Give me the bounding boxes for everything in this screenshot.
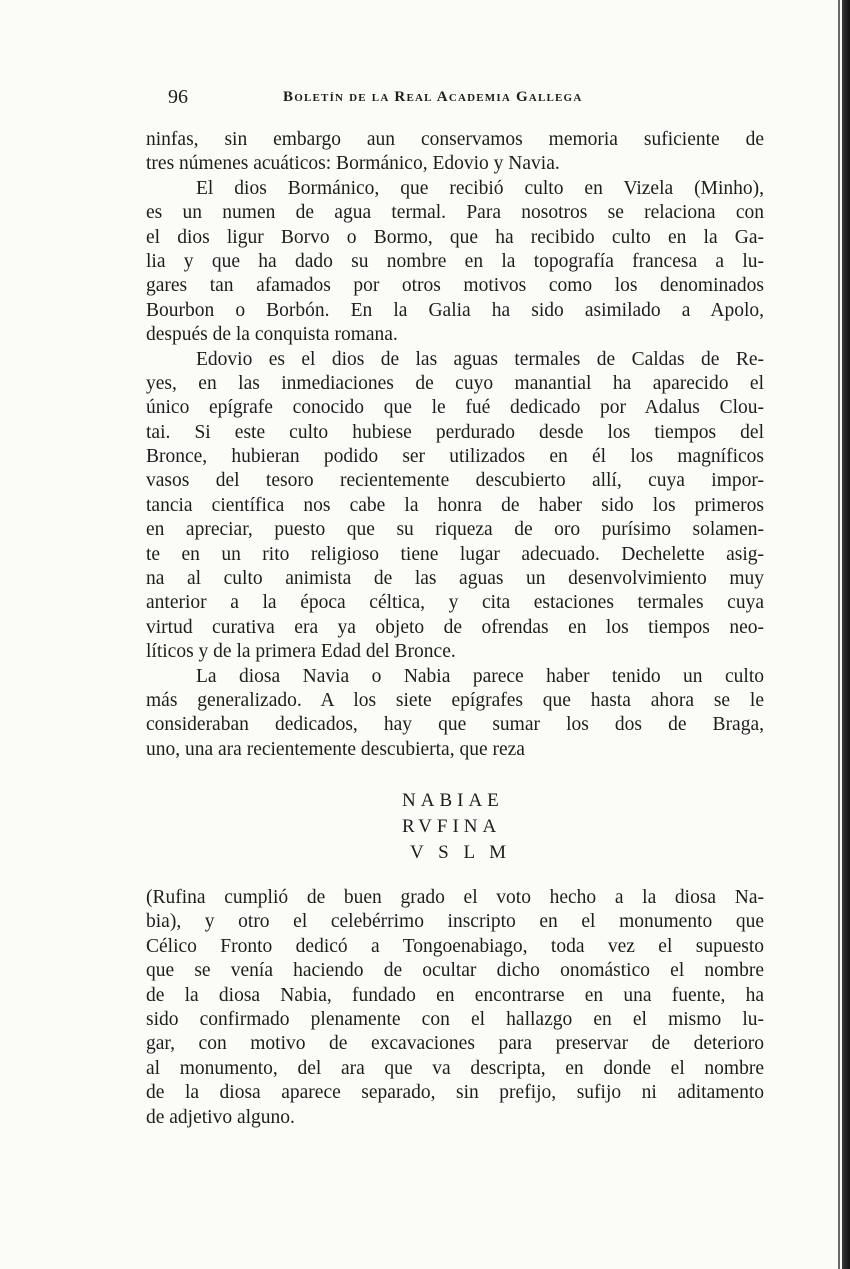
text-line: que se venía haciendo de ocultar dicho onomástico el nombre bbox=[146, 960, 764, 982]
text-line: tres númenes acuáticos: Bormánico, Edovio y Navia. bbox=[146, 153, 560, 175]
text-line: na al culto animista de las aguas un desenvolvimiento muy bbox=[146, 568, 764, 590]
text-line: de la diosa aparece separado, sin prefijo, sufijo ni aditamento bbox=[146, 1082, 764, 1104]
text-line: lia y que ha dado su nombre en la topografía francesa a lu- bbox=[146, 250, 764, 272]
text-line: yes, en las inmediaciones de cuyo manantial ha aparecido el bbox=[146, 372, 764, 394]
running-title: Boletín de la Real Academia Gallega bbox=[283, 89, 583, 105]
page-header bbox=[148, 86, 768, 112]
text-line: tancia científica nos cabe la honra de haber sido los primeros bbox=[146, 494, 764, 516]
text-line: vasos del tesoro recientemente descubierto allí, cuya impor- bbox=[146, 470, 764, 492]
text-line: en apreciar, puesto que su riqueza de oro purísimo solamen- bbox=[146, 519, 764, 541]
text-line: de la diosa Nabia, fundado en encontrarse en una fuente, ha bbox=[146, 984, 764, 1006]
text-line: al monumento, del ara que va descripta, en donde el nombre bbox=[146, 1057, 764, 1079]
text-line: Bronce, hubieran podido ser utilizados en él los magníficos bbox=[146, 446, 764, 468]
inscription-line: RVFINA bbox=[402, 816, 502, 837]
body-text bbox=[146, 128, 764, 762]
text-line: es un numen de agua termal. Para nosotros se relaciona con bbox=[146, 202, 764, 224]
text-line: ninfas, sin embargo aun conservamos memoria suficiente de bbox=[146, 129, 764, 150]
text-line: tai. Si este culto hubiese perdurado desde los tiempos del bbox=[146, 421, 764, 443]
inscription-line: NABIAE bbox=[402, 790, 504, 811]
text-line: Edovio es el dios de las aguas termales de Caldas de Re- bbox=[196, 348, 764, 370]
page-binding-line bbox=[838, 0, 840, 1269]
text-line: virtud curativa era ya objeto de ofrendas en los tiempos neo- bbox=[146, 616, 764, 638]
text-line: único epígrafe conocido que le fué dedicado por Adalus Clou- bbox=[146, 397, 764, 419]
text-line: de adjetivo alguno. bbox=[146, 1106, 295, 1128]
text-line: consideraban dedicados, hay que sumar los dos de Braga, bbox=[146, 714, 764, 736]
page-number: 96 bbox=[168, 86, 188, 108]
text-line: el dios ligur Borvo o Bormo, que ha recibido culto en la Ga- bbox=[146, 226, 764, 248]
page-binding-edge bbox=[842, 0, 850, 1269]
body-text-continued bbox=[146, 886, 764, 1130]
text-line: más generalizado. A los siete epígrafes que hasta ahora se le bbox=[146, 689, 764, 711]
text-line: gar, con motivo de excavaciones para preservar de deterioro bbox=[146, 1033, 764, 1055]
text-line: bia), y otro el celebérrimo inscripto en el monumento que bbox=[146, 911, 764, 933]
text-line: te en un rito religioso tiene lugar adecuado. Dechelette asig- bbox=[146, 543, 764, 565]
text-line: después de la conquista romana. bbox=[146, 324, 398, 346]
text-line: La diosa Navia o Nabia parece haber tenido un culto bbox=[196, 665, 764, 687]
epigraph-inscription bbox=[380, 788, 540, 866]
text-line: anterior a la época céltica, y cita estaciones termales cuya bbox=[146, 592, 764, 614]
text-line: Célico Fronto dedicó a Tongoenabiago, toda vez el supuesto bbox=[146, 935, 764, 957]
text-line: sido confirmado plenamente con el hallazgo en el mismo lu- bbox=[146, 1008, 764, 1030]
text-line: (Rufina cumplió de buen grado el voto hecho a la diosa Na- bbox=[146, 887, 764, 908]
text-line: Bourbon o Borbón. En la Galia ha sido asimilado a Apolo, bbox=[146, 299, 764, 321]
text-line: gares tan afamados por otros motivos como los denominados bbox=[146, 275, 764, 297]
text-line: líticos y de la primera Edad del Bronce. bbox=[146, 641, 456, 663]
text-line: El dios Bormánico, que recibió culto en Vizela (Minho), bbox=[196, 177, 764, 199]
text-line: uno, una ara recientemente descubierta, que reza bbox=[146, 738, 525, 760]
inscription-line: V S L M bbox=[410, 842, 511, 863]
